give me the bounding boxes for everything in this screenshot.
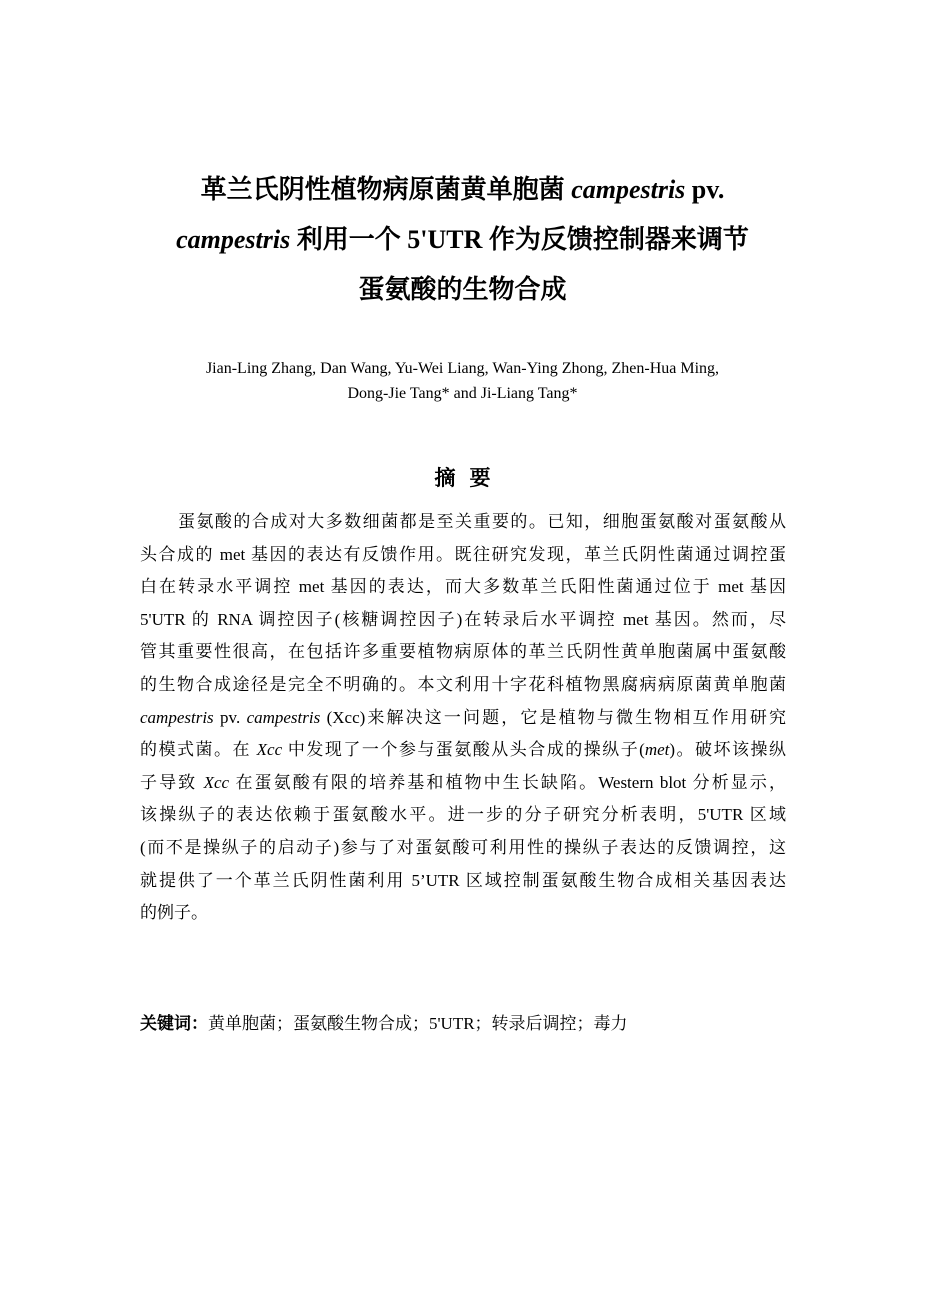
- abstract-line: 的模式菌。在 Xcc 中发现了一个参与蛋氨酸从头合成的操纵子(met)。破坏该操纵: [140, 740, 786, 760]
- abstract-line: 就提供了一个革兰氏阴性菌利用 5’UTR 区域控制蛋氨酸生物合成相关基因表达: [140, 870, 786, 890]
- abstract-line: (而不是操纵子的启动子)参与了对蛋氨酸可利用性的操纵子表达的反馈调控，这: [140, 837, 786, 857]
- title-italic-campestris-2: campestris: [176, 225, 291, 254]
- abstract-body: [140, 506, 786, 930]
- title-line-2: campestris 利用一个 5'UTR 作为反馈控制器来调节: [176, 225, 749, 254]
- keywords: [140, 1011, 786, 1037]
- keywords-label: 关键词：: [140, 1014, 208, 1033]
- abstract-line: 的例子。: [140, 903, 208, 923]
- abstract-line: 蛋氨酸的合成对大多数细菌都是至关重要的。已知，细胞蛋氨酸对蛋氨酸从: [178, 512, 786, 531]
- abstract-line: 头合成的 met 基因的表达有反馈作用。既往研究发现，革兰氏阴性菌通过调控蛋: [140, 544, 786, 564]
- author-line-1: Jian-Ling Zhang, Dan Wang, Yu-Wei Liang, Wan-Ying Zhong, Zhen-Hua Ming,: [205, 360, 720, 377]
- abstract-line: 管其重要性很高，在包括许多重要植物病原体的革兰氏阴性黄单胞菌属中蛋氨酸: [140, 642, 786, 662]
- abstract-line: campestris pv. campestris (Xcc)来解决这一问题，它是植物与微生物相互作用研究: [140, 707, 786, 727]
- abstract-heading: 摘要: [434, 466, 505, 490]
- abstract-line: 白在转录水平调控 met 基因的表达，而大多数革兰氏阳性菌通过位于 met 基因: [140, 577, 786, 597]
- paper-title: [140, 165, 785, 315]
- abstract-line: 的生物合成途径是完全不明确的。本文利用十字花科植物黑腐病病原菌黄单胞菌: [140, 674, 786, 694]
- keywords-text: 黄单胞菌；蛋氨酸生物合成；5'UTR；转录后调控；毒力: [208, 1014, 628, 1033]
- title-line-3: 蛋氨酸的生物合成: [358, 275, 567, 304]
- author-list: [110, 356, 815, 406]
- author-line-2: Dong-Jie Tang* and Ji-Liang Tang*: [347, 385, 578, 402]
- abstract-line: 该操纵子的表达依赖于蛋氨酸水平。进一步的分子研究分析表明，5'UTR 区域: [140, 805, 786, 825]
- abstract-line: 子导致 Xcc 在蛋氨酸有限的培养基和植物中生长缺陷。Western blot 分析显示，: [140, 772, 786, 792]
- abstract-line: 5'UTR 的 RNA 调控因子(核糖调控因子)在转录后水平调控 met 基因。然而，尽: [140, 609, 786, 629]
- title-italic-campestris: campestris: [571, 175, 686, 204]
- title-line-1: 革兰氏阴性植物病原菌黄单胞菌 campestris pv.: [200, 175, 725, 204]
